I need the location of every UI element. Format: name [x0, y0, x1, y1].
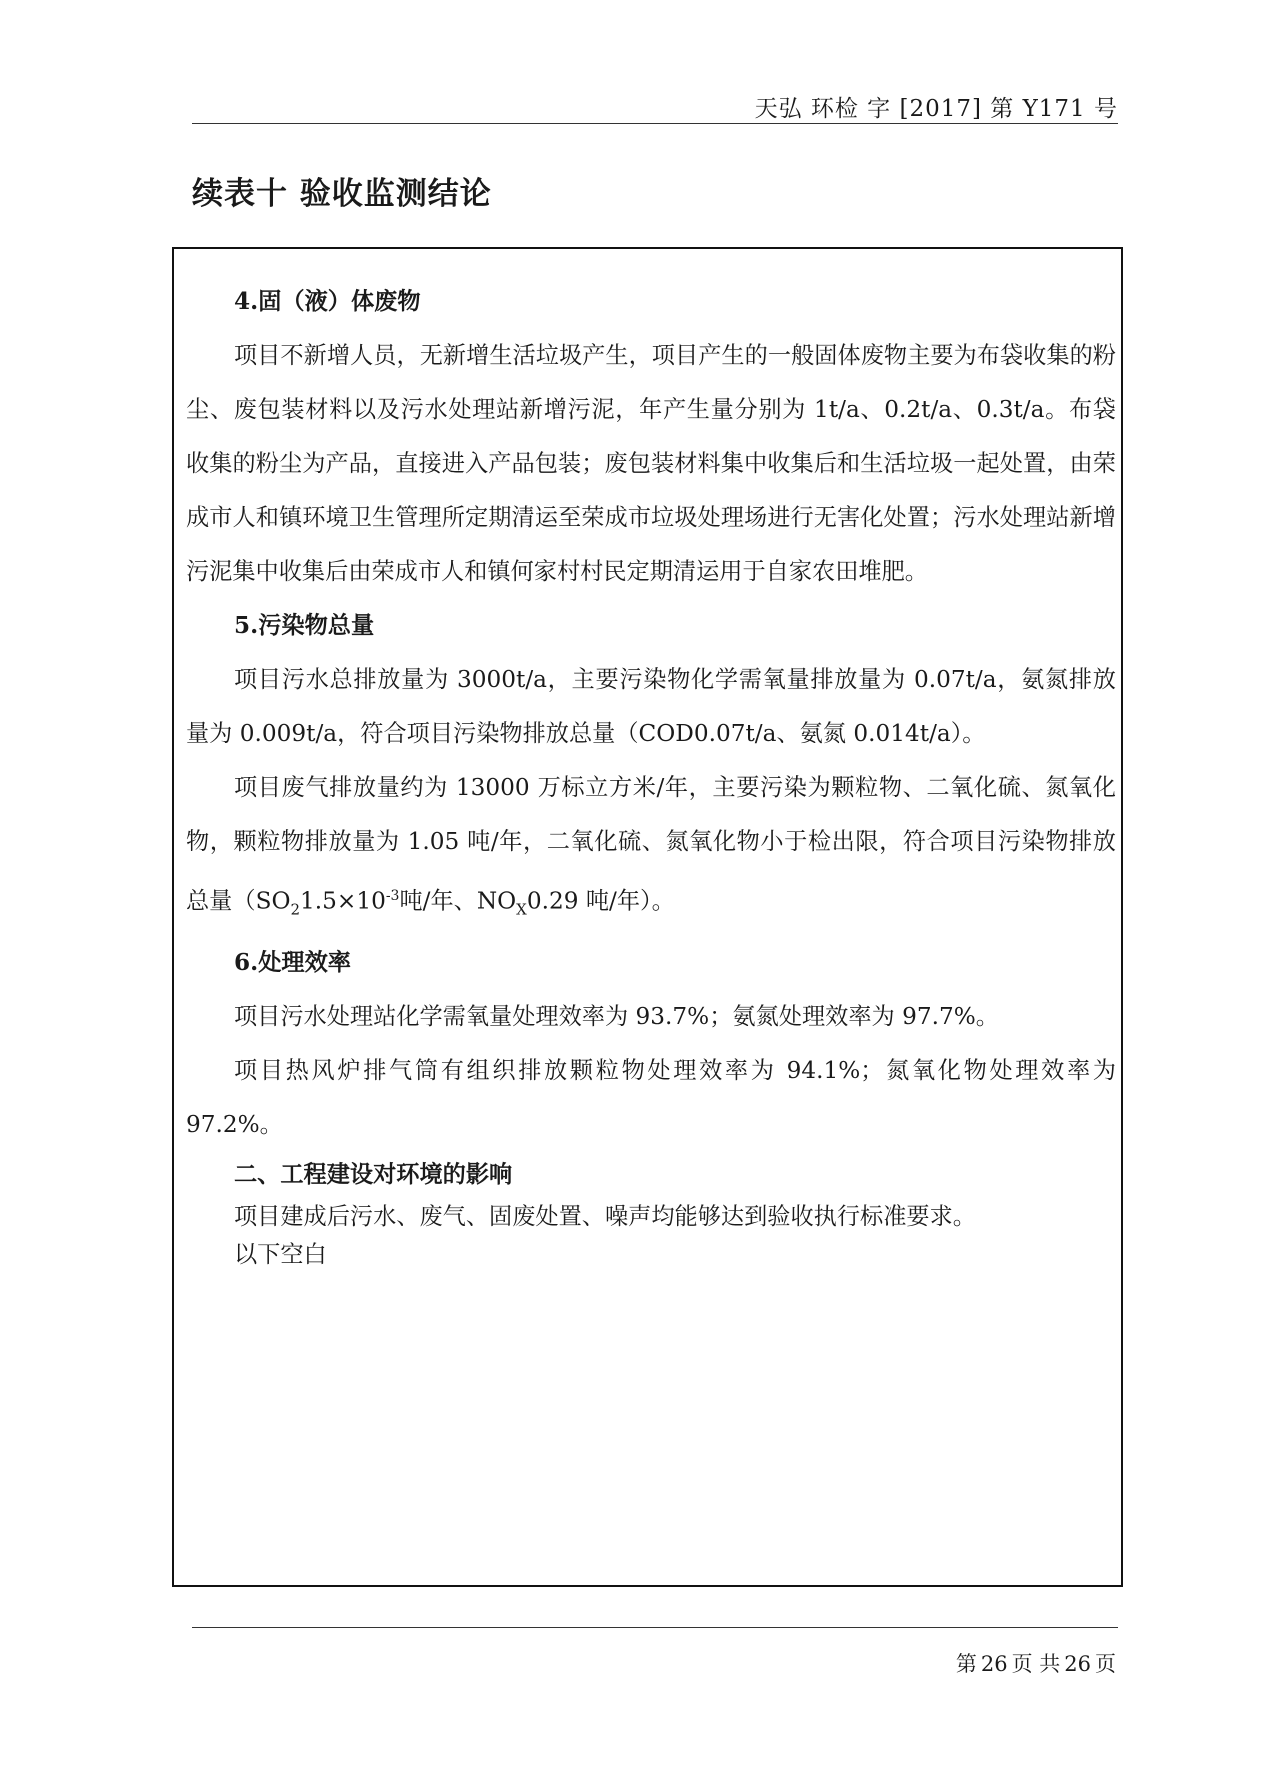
so2-value: 1.5×10: [300, 887, 386, 915]
impact-heading: 二、工程建设对环境的影响: [234, 1161, 513, 1189]
wastewater-efficiency-paragraph: 项目污水处理站化学需氧量处理效率为 93.7%；氨氮处理效率为 97.7%。: [234, 1003, 999, 1031]
nox-value: 0.29 吨/年）。: [526, 887, 675, 915]
page-mid: 页 共: [1011, 1652, 1061, 1676]
so2-exponent: -3: [385, 888, 400, 904]
exhaust-efficiency-paragraph: 项目热风炉排气筒有组织排放颗粒物处理效率为 94.1%；氮氧化物处理效率为 97.2%。: [186, 1057, 1116, 1139]
impact-paragraph: 项目建成后污水、废气、固废处置、噪声均能够达到验收执行标准要求。: [234, 1203, 976, 1231]
wastewater-total-paragraph: 项目污水总排放量为 3000t/a，主要污染物化学需氧量排放量为 0.07t/a，氨氮排放量为 0.009t/a，符合项目污染物排放总量（COD0.07t/a、氨氮 0.014t/a）。: [186, 666, 1116, 747]
page-current: 26: [980, 1652, 1008, 1676]
total-pollutants-heading: 5.污染物总量: [234, 612, 375, 639]
footer-divider: [192, 1627, 1118, 1628]
solid-waste-paragraph: 项目不新增人员，无新增生活垃圾产生，项目产生的一般固体废物主要为布袋收集的粉尘、废包装材料以及污水处理站新增污泥，年产生量分别为 1t/a、0.2t/a、0.3t/a。布袋收集的粉尘为产品，直接进入产品包装；废包装材料集中收集后和生活垃圾一起处置，由荣成市人和镇环境卫生管理所定期清运至荣成市垃圾处理场进行无害化处置；污水处理站新增污泥集中收集后由荣成市人和镇何家村村民定期清运用于自家农田堆肥。: [186, 342, 1116, 585]
solid-waste-heading: 4.固（液）体废物: [234, 288, 421, 315]
so2-label: SO: [255, 887, 291, 915]
efficiency-heading: 6.处理效率: [234, 949, 351, 977]
header-divider: [192, 123, 1118, 124]
document-reference-number: 天弘 环检 字 [2017] 第 Y171 号: [754, 96, 1118, 122]
page-prefix: 第: [955, 1652, 977, 1676]
page-total: 26: [1064, 1652, 1091, 1676]
section-title: 续表十 验收监测结论: [192, 176, 492, 212]
so2-subscript: 2: [290, 900, 301, 919]
page-suffix: 页: [1095, 1652, 1116, 1676]
page-number: [954, 1648, 1118, 1678]
nox-subscript: X: [516, 900, 527, 919]
conclusion-content: [186, 275, 1116, 1274]
exhaust-total-text: 项目废气排放量约为 13000 万标立方米/年，主要污染为颗粒物、二氧化硫、氮氧化物，颗粒物排放量为 1.05 吨/年，二氧化硫、氮氧化物小于检出限，符合项目污染物排放总量（: [186, 774, 1116, 915]
blank-note: 以下空白: [234, 1241, 327, 1269]
nox-label: NO: [476, 887, 517, 915]
so2-unit: 吨/年、: [399, 887, 477, 915]
exhaust-total-paragraph: [186, 761, 1116, 936]
